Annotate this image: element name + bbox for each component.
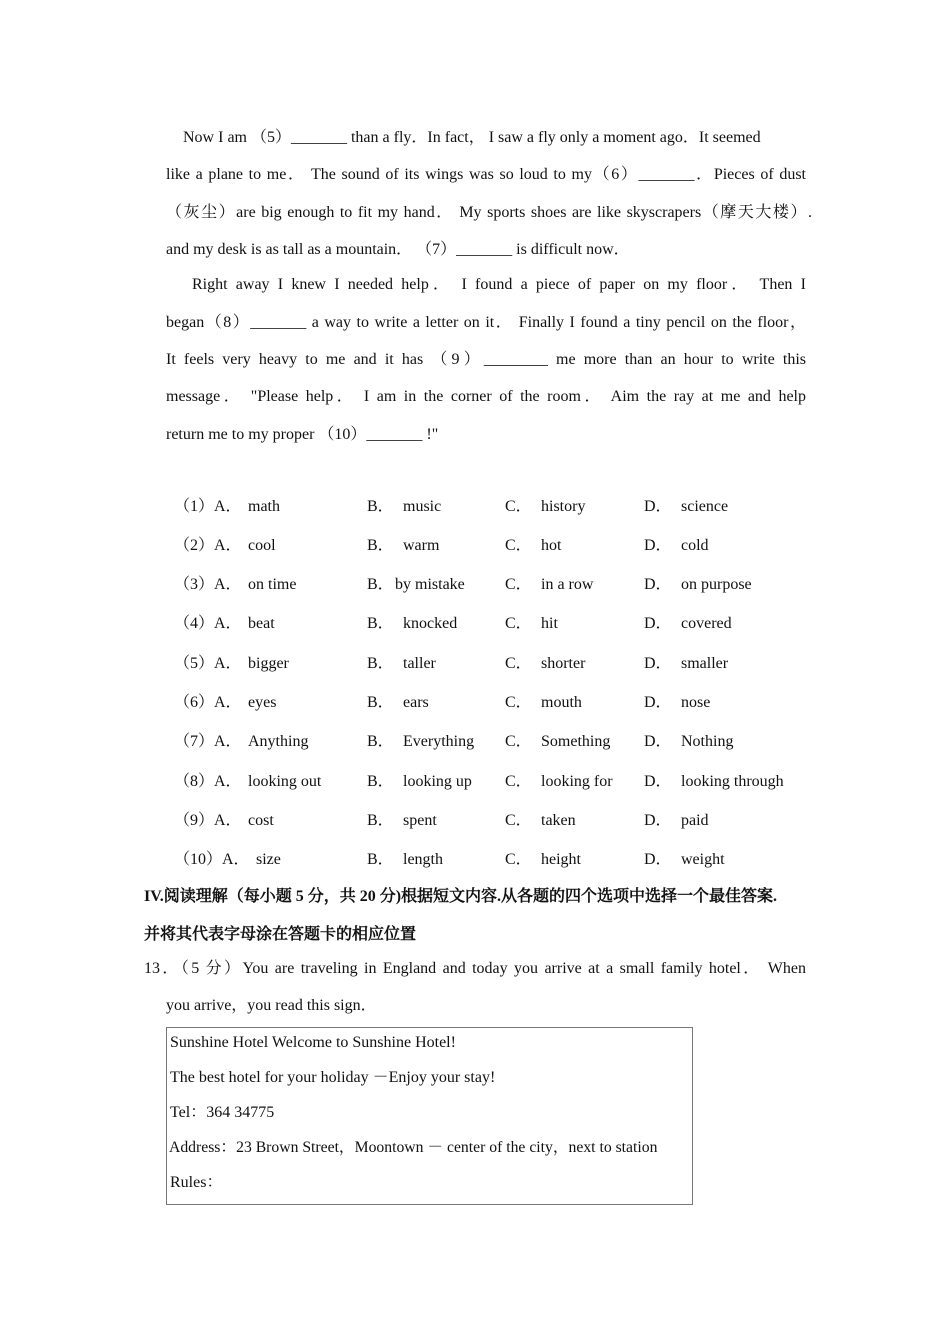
option-b-label: B． — [367, 773, 394, 790]
option-b-label: B． — [367, 812, 394, 829]
option-c-label: C． — [505, 498, 532, 515]
option-number: （9）A． — [174, 812, 242, 829]
option-c-label: C． — [505, 851, 532, 868]
hotel-sign-box — [166, 1027, 693, 1205]
option-b: ears — [403, 694, 429, 711]
option-d: cold — [681, 537, 709, 554]
option-a: looking out — [248, 773, 322, 790]
option-c: hot — [541, 537, 562, 554]
option-number: （6）A． — [174, 694, 242, 711]
option-d: looking through — [681, 773, 784, 790]
option-d-label: D． — [644, 773, 672, 790]
option-number: （4）A． — [174, 615, 242, 632]
passage-line: （灰尘）are big enough to fit my hand． My sports shoes are like skyscrapers（摩天大楼）. — [166, 204, 812, 221]
option-b: Everything — [403, 733, 475, 750]
option-b: music — [403, 498, 442, 515]
option-d: covered — [681, 615, 732, 632]
option-d-label: D． — [644, 615, 672, 632]
option-c-label: C． — [505, 694, 532, 711]
option-b-label: B． — [367, 576, 394, 593]
option-d-label: D． — [644, 498, 672, 515]
sign-line: Tel：364 34775 — [170, 1104, 275, 1121]
option-a: size — [256, 851, 281, 868]
sign-line: Sunshine Hotel Welcome to Sunshine Hotel! — [170, 1034, 456, 1051]
option-d-label: D． — [644, 537, 672, 554]
option-c-label: C． — [505, 537, 532, 554]
option-b-label: B． — [367, 537, 394, 554]
option-d: nose — [681, 694, 711, 711]
option-d: science — [681, 498, 729, 515]
option-c-label: C． — [505, 576, 532, 593]
option-a: Anything — [248, 733, 309, 750]
option-b-label: B． — [367, 498, 394, 515]
option-a: bigger — [248, 655, 289, 672]
option-number: （3）A． — [174, 576, 242, 593]
option-c: hit — [541, 615, 558, 632]
option-a: cost — [248, 812, 274, 829]
passage-line: and my desk is as tall as a mountain． （7）_______ is difficult now． — [166, 241, 630, 258]
option-c-label: C． — [505, 655, 532, 672]
option-b: taller — [403, 655, 436, 672]
option-c: taken — [541, 812, 576, 829]
option-d: on purpose — [681, 576, 752, 593]
section-heading: IV.阅读理解（每小题 5 分，共 20 分)根据短文内容.从各题的四个选项中选择一个最佳答案. — [144, 888, 778, 905]
passage-line: It feels very heavy to me and it has （9）________ me more than an hour to write this — [166, 351, 806, 368]
option-d: smaller — [681, 655, 729, 672]
option-number: （10）A． — [174, 851, 250, 868]
option-d-label: D． — [644, 851, 672, 868]
option-b-label: B． — [367, 851, 394, 868]
option-d-label: D． — [644, 576, 672, 593]
option-c: mouth — [541, 694, 582, 711]
option-c: height — [541, 851, 581, 868]
option-a: on time — [248, 576, 297, 593]
option-a: beat — [248, 615, 275, 632]
option-b: looking up — [403, 773, 472, 790]
option-c-label: C． — [505, 773, 532, 790]
passage-line: Now I am （5）_______ than a fly．In fact， I saw a fly only a moment ago．It seemed — [183, 129, 761, 146]
option-a: cool — [248, 537, 276, 554]
option-c: history — [541, 498, 586, 515]
option-number: （2）A． — [174, 537, 242, 554]
option-b: by mistake — [395, 576, 465, 593]
option-c-label: C． — [505, 733, 532, 750]
section-heading: 并将其代表字母涂在答题卡的相应位置 — [144, 926, 417, 943]
option-b: warm — [403, 537, 440, 554]
option-c: in a row — [541, 576, 594, 593]
option-d: Nothing — [681, 733, 734, 750]
passage-line: began（8）_______ a way to write a letter on it． Finally I found a tiny pencil on the floor， — [166, 314, 806, 331]
sign-line: Address：23 Brown Street，Moontown － center of the city，next to station — [169, 1139, 658, 1156]
option-c: Something — [541, 733, 611, 750]
option-d: paid — [681, 812, 709, 829]
option-b-label: B． — [367, 733, 394, 750]
option-b-label: B． — [367, 655, 394, 672]
option-c: looking for — [541, 773, 613, 790]
option-b: spent — [403, 812, 437, 829]
option-c-label: C． — [505, 812, 532, 829]
sign-line: The best hotel for your holiday －Enjoy your stay! — [170, 1069, 496, 1086]
option-a: math — [248, 498, 280, 515]
option-d: weight — [681, 851, 725, 868]
option-d-label: D． — [644, 655, 672, 672]
option-b-label: B． — [367, 694, 394, 711]
passage-line: return me to my proper （10）_______ !" — [166, 426, 439, 443]
option-number: （1）A． — [174, 498, 242, 515]
option-d-label: D． — [644, 733, 672, 750]
option-c-label: C． — [505, 615, 532, 632]
option-d-label: D． — [644, 812, 672, 829]
option-number: （7）A． — [174, 733, 242, 750]
passage-line: Right away I knew I needed help． I found a piece of paper on my floor． Then I — [192, 276, 806, 293]
option-b: knocked — [403, 615, 458, 632]
question-13-text: you arrive，you read this sign． — [166, 997, 377, 1014]
option-b-label: B． — [367, 615, 394, 632]
option-number: （5）A． — [174, 655, 242, 672]
sign-line: Rules： — [170, 1174, 223, 1191]
passage-line: message． "Please help． I am in the corner of the room． Aim the ray at me and help — [166, 388, 807, 405]
question-13-text: 13．（5 分）You are traveling in England and today you arrive at a small family hotel． When — [144, 960, 806, 977]
option-d-label: D． — [644, 694, 672, 711]
passage-line: like a plane to me． The sound of its wings was so loud to my（6）_______．Pieces of dust — [166, 166, 806, 183]
option-c: shorter — [541, 655, 586, 672]
option-a: eyes — [248, 694, 277, 711]
option-b: length — [403, 851, 443, 868]
option-number: （8）A． — [174, 773, 242, 790]
